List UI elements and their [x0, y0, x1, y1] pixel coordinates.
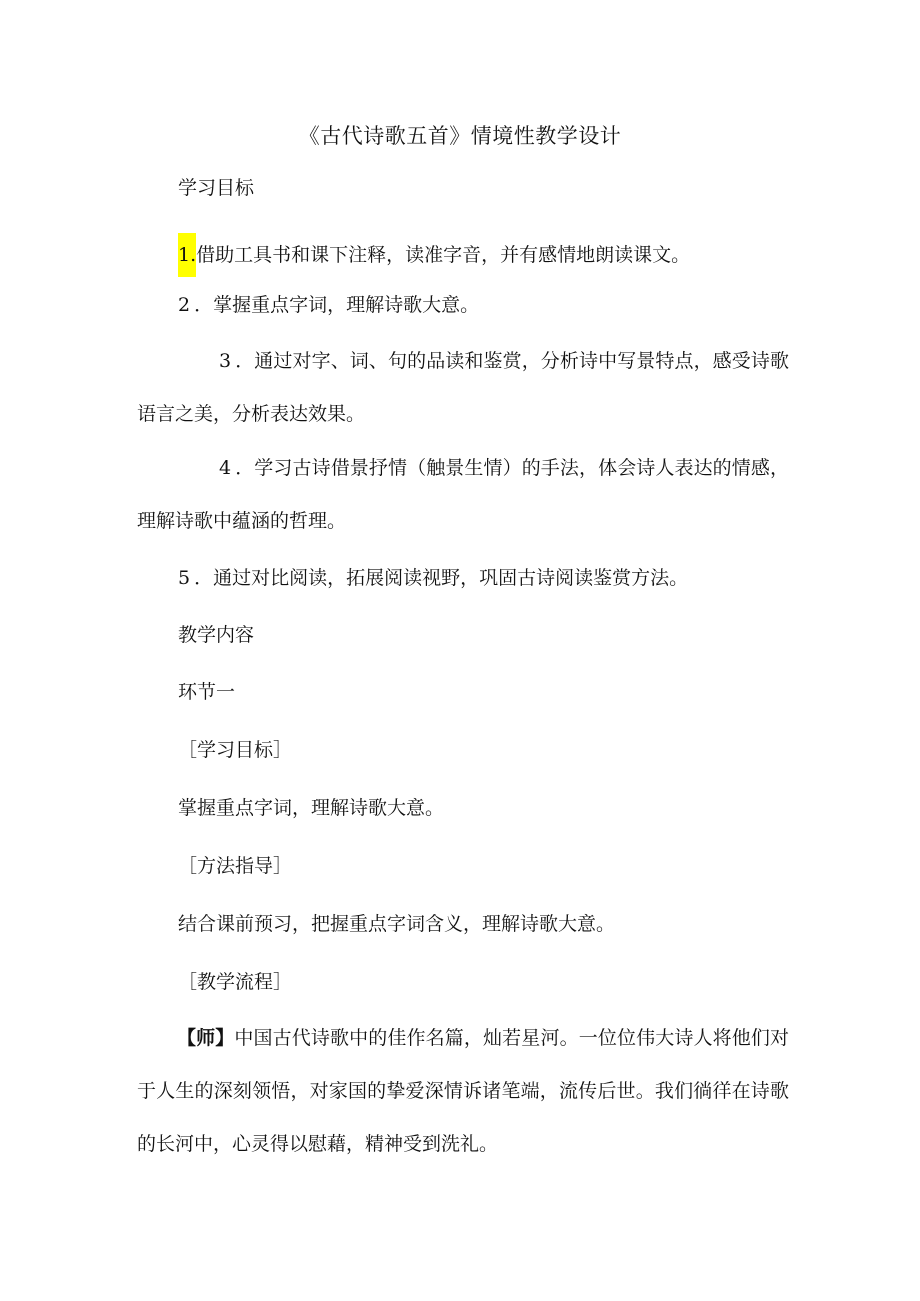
objective-number: 2	[178, 294, 191, 316]
objective-item-2	[178, 290, 479, 320]
teacher-paragraph	[137, 1012, 789, 1171]
objective-item-5	[178, 563, 688, 593]
objective-item-3	[137, 335, 789, 441]
method-heading: ［方法指导］	[178, 855, 293, 877]
objective-number: 4	[219, 457, 232, 479]
objective-item-1	[178, 233, 690, 277]
objectives-heading: 学习目标	[178, 177, 255, 199]
teacher-text: 中国古代诗歌中的佳作名篇，灿若星河。一位位伟大诗人将他们对于人生的深刻领悟，对家国的挚爱深情诉诸笔端，流传后世。我们徜徉在诗歌的长河中，心灵得以慰藉，精神受到洗礼。	[137, 1027, 789, 1155]
objective-number: 5	[178, 567, 191, 589]
objective-text: ．学习古诗借景抒情（触景生情）的手法，体会诗人表达的情感，理解诗歌中蕴涵的哲理。	[137, 457, 789, 532]
objective-text: ．通过对比阅读，拓展阅读视野，巩固古诗阅读鉴赏方法。	[194, 567, 689, 589]
content-heading: 教学内容	[178, 624, 255, 646]
objective-text: ．掌握重点字词，理解诗歌大意。	[194, 294, 480, 316]
objective-text: 借助工具书和课下注释，读准字音，并有感情地朗读课文。	[196, 244, 691, 266]
process-heading: ［教学流程］	[178, 971, 293, 993]
objective-text: ．通过对字、词、句的品读和鉴赏，分析诗中写景特点，感受诗歌语言之美，分析表达效果。	[137, 350, 789, 425]
method-text: 结合课前预习，把握重点字词含义，理解诗歌大意。	[178, 913, 616, 935]
objective-item-4	[137, 442, 789, 548]
step-one-heading: 环节一	[178, 681, 236, 703]
objective-number: 3	[219, 350, 232, 372]
goal-text: 掌握重点字词，理解诗歌大意。	[178, 797, 445, 819]
goal-heading: ［学习目标］	[178, 739, 293, 761]
teacher-tag: 【师】	[177, 1027, 235, 1049]
objective-number-highlight: 1.	[178, 233, 196, 277]
document-title: 《古代诗歌五首》情境性教学设计	[298, 124, 622, 148]
